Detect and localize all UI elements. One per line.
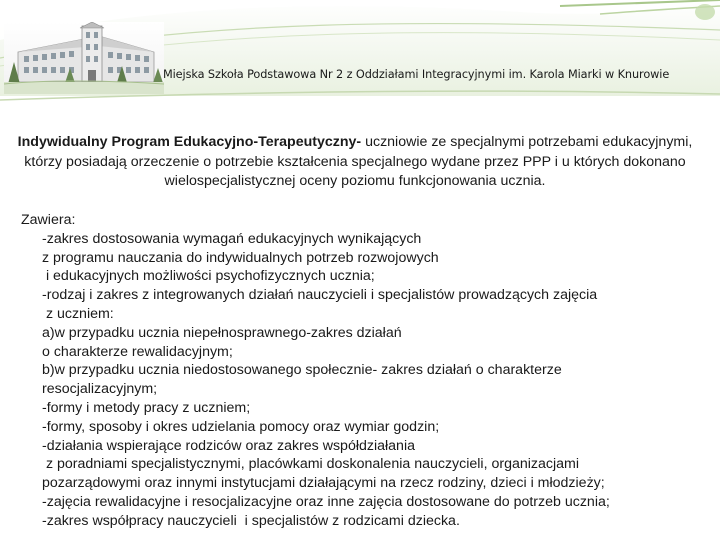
intro-paragraph	[8, 133, 702, 192]
content-line: pozarządowymi oraz innymi instytucjami działającymi na rzecz rodziny, dzieci i młodzieży;	[42, 475, 605, 492]
content-line: z poradniami specjalistycznymi, placówkami doskonalenia nauczycieli, organizacjami	[42, 456, 579, 473]
content-line: z uczniem:	[42, 305, 114, 322]
content-line: -rodzaj i zakres z integrowanych działań nauczycieli i specjalistów prowadzących zajęcia	[42, 287, 598, 304]
content-line: i edukacyjnych możliwości psychofizycznych ucznia;	[42, 268, 375, 285]
content-line: resocjalizacyjnym;	[42, 381, 158, 398]
content-line: -zakres dostosowania wymagań edukacyjnych wynikających	[42, 230, 422, 247]
content-line: -formy, sposoby i okres udzielania pomocy oraz wymiar godzin;	[42, 418, 440, 435]
school-name-header: Miejska Szkoła Podstawowa Nr 2 z Oddziałami Integracyjnymi im. Karola Miarki w Knurowie	[163, 68, 670, 81]
content-line: b)w przypadku ucznia niedostosowanego społecznie- zakres działań o charakterze	[42, 362, 562, 379]
content-line: -zakres współpracy nauczycieli i specjalistów z rodzicami dziecka.	[42, 512, 460, 529]
content-line: z programu nauczania do indywidualnych potrzeb rozwojowych	[42, 249, 439, 266]
content-line: -formy i metody pracy z uczniem;	[42, 399, 251, 416]
program-description: uczniowie ze specjalnymi potrzebami edukacyjnymi, którzy posiadają orzeczenie o potrzebie kształcenia specjalnego wydane przez PPP i u których dokonano wielospecjalistycznej oceny poziomu funkcjonowania ucznia.	[24, 134, 693, 189]
content-line: -działania wspierające rodziców oraz zakres współdziałania	[42, 437, 415, 454]
content-line: a)w przypadku ucznia niepełnosprawnego-zakres działań	[42, 324, 402, 341]
content-list	[21, 211, 711, 531]
program-title: Indywidualny Program Edukacyjno-Terapeutyczny-	[17, 134, 362, 150]
school-building-image	[4, 22, 164, 94]
content-line: -zajęcia rewalidacyjne i resocjalizacyjne oraz inne zajęcia dostosowane do potrzeb ucznia;	[42, 493, 610, 510]
content-line: o charakterze rewalidacyjnym;	[42, 343, 233, 360]
content-heading: Zawiera:	[21, 212, 76, 228]
